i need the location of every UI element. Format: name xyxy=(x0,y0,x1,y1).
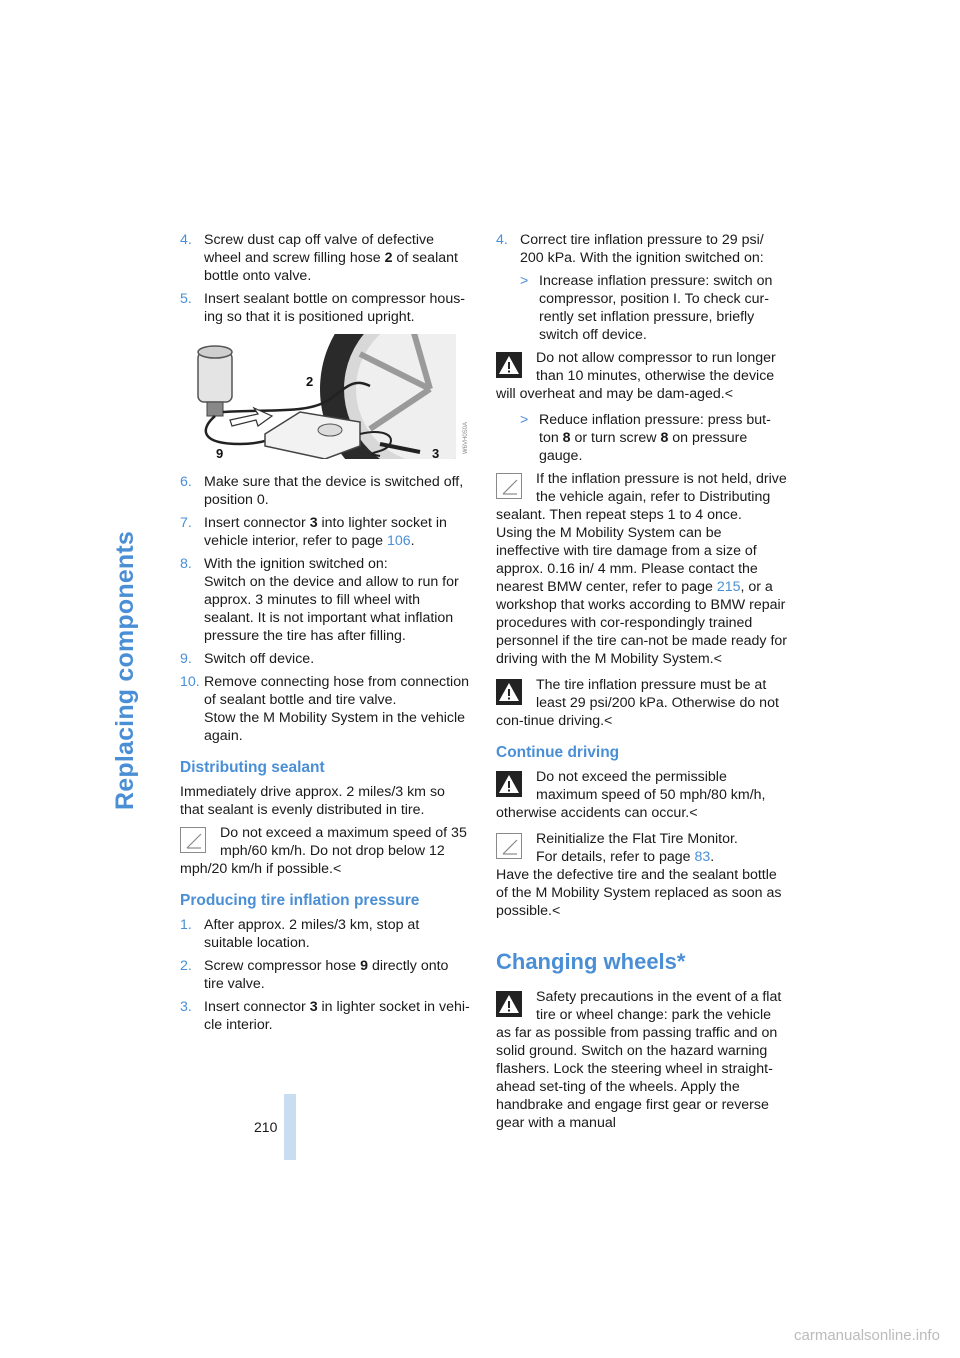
step-text-part: Switch on the device and allow to run for approx. 3 minutes to fill wheel with sealant. It is not important what inflation pressure the tire has after filling. xyxy=(204,574,459,644)
step-text-part: Insert connector xyxy=(204,515,310,531)
sub-reduce-pressure xyxy=(520,411,788,465)
step-text-part: in lighter socket in vehi-cle interior. xyxy=(204,999,470,1033)
step-text-part: With the ignition switched on: xyxy=(204,556,388,572)
distributing-text: Immediately drive approx. 2 miles/3 km so that sealant is evenly distributed in tire. xyxy=(180,784,445,818)
step-6 xyxy=(180,473,472,509)
step-4 xyxy=(180,231,472,285)
page-edge-bar xyxy=(284,1094,296,1160)
warning-max-speed xyxy=(496,768,788,822)
page-link-106[interactable]: 106 xyxy=(386,533,411,549)
step-text-part: Remove connecting hose from connection of sealant bottle and tire valve. xyxy=(204,674,469,708)
step-text: Insert sealant bottle on compressor hous-ing so that it is positioned upright. xyxy=(204,291,466,325)
sub-text-part: on pressure gauge. xyxy=(539,430,748,464)
step-number: 7. xyxy=(180,515,192,531)
note-text: Reinitialize the Flat Tire Monitor. xyxy=(536,831,738,847)
warning-text: Do not allow compressor to run longer than 10 minutes, otherwise the device will overheat and may be dam-aged.< xyxy=(496,350,776,402)
step-number: 6. xyxy=(180,474,192,490)
bullet-arrow: > xyxy=(520,273,529,289)
step-number: 3. xyxy=(180,999,192,1015)
step-number: 4. xyxy=(180,232,192,248)
note-text-part: Have the defective tire and the sealant bottle of the M Mobility System replaced as soon as possible.< xyxy=(496,867,782,919)
step-number: 5. xyxy=(180,291,192,307)
warning-text: The tire inflation pressure must be at least 29 psi/200 kPa. Otherwise do not con-tinue driving.< xyxy=(496,677,779,729)
part-number-label: 3 xyxy=(309,999,318,1015)
part-number-label: 8 xyxy=(660,430,669,446)
producing-step-2 xyxy=(180,957,472,993)
watermark: carmanualsonline.info xyxy=(794,1327,940,1344)
heading-continue-driving: Continue driving xyxy=(496,744,620,761)
note-text-part: . xyxy=(710,849,715,865)
step-number: 1. xyxy=(180,917,192,933)
figure-label-9: 9 xyxy=(216,446,224,459)
figure-label-3: 3 xyxy=(432,446,440,459)
step-text-part: . xyxy=(410,533,415,549)
step-number: 8. xyxy=(180,556,192,572)
left-column xyxy=(180,231,472,1039)
note-text-part: Using the M Mobility System can be ineffective with tire damage from a size of approx. 0.16 in/ 4 mm. Please contact the nearest BMW center, refer to page xyxy=(496,525,758,595)
sub-text xyxy=(539,411,788,465)
part-number-label: 9 xyxy=(360,958,369,974)
step-text-part: Stow the M Mobility System in the vehicle again. xyxy=(204,710,465,744)
step-text-part: Insert connector xyxy=(204,999,310,1015)
step-7 xyxy=(180,514,472,550)
note-text: If the inflation pressure is not held, drive the vehicle again, refer to Distributing sealant. Then repeat steps 1 to 4 once. xyxy=(496,471,787,523)
side-section-title xyxy=(104,520,154,810)
note-flat-tire-monitor xyxy=(496,830,788,920)
warning-text: Do not exceed the permissible maximum speed of 50 mph/80 km/h, otherwise accidents can occur.< xyxy=(496,769,766,821)
note-icon xyxy=(496,833,522,859)
heading-distributing-sealant: Distributing sealant xyxy=(180,759,325,776)
step-text xyxy=(204,231,472,285)
step-number: 10. xyxy=(180,674,200,690)
bullet-arrow: > xyxy=(520,412,529,428)
heading-changing-wheels: Changing wheels* xyxy=(496,949,686,974)
side-section-title-text: Replacing components xyxy=(111,530,139,810)
figure-label-2: 2 xyxy=(306,374,314,389)
note-icon xyxy=(180,827,206,853)
warning-icon xyxy=(496,991,522,1017)
step-text-part: Screw compressor hose xyxy=(204,958,361,974)
compressor-shape xyxy=(265,412,360,459)
step-text xyxy=(204,673,472,745)
page-link-215[interactable]: 215 xyxy=(716,579,741,595)
note-text-part: For details, refer to page xyxy=(536,849,695,865)
step-10 xyxy=(180,673,472,745)
page-number: 210 xyxy=(254,1119,278,1135)
sub-text-part: Reduce inflation pressure: press but-ton xyxy=(539,412,771,446)
step-number: 4. xyxy=(496,232,508,248)
warning-icon xyxy=(496,679,522,705)
part-number-label: 2 xyxy=(384,250,393,266)
step-8 xyxy=(180,555,472,645)
producing-step-3 xyxy=(180,998,472,1034)
warning-compressor-runtime xyxy=(496,349,788,403)
step-text: After approx. 2 miles/3 km, stop at suitable location. xyxy=(204,917,420,951)
step-text xyxy=(204,514,472,550)
heading-producing-pressure: Producing tire inflation pressure xyxy=(180,892,420,909)
warning-icon xyxy=(496,771,522,797)
producing-step-1 xyxy=(180,916,472,952)
step-9 xyxy=(180,650,472,668)
step-text-part: of sealant bottle onto valve. xyxy=(204,250,458,284)
sub-text-part: or turn screw xyxy=(570,430,661,446)
part-number-label: 3 xyxy=(309,515,318,531)
step-text-part: directly onto tire valve. xyxy=(204,958,449,992)
step-text xyxy=(204,555,472,645)
step-text xyxy=(204,998,472,1034)
step-text-part: into lighter socket in vehicle interior, refer to page xyxy=(204,515,447,549)
sealant-compressor-figure xyxy=(180,334,472,459)
sub-text: Increase inflation pressure: switch on compressor, position I. To check cur-rently set inflation pressure, briefly switch off device. xyxy=(539,273,773,343)
warning-safety-precautions xyxy=(496,988,788,1132)
note-pressure-not-held xyxy=(496,470,788,668)
note-icon xyxy=(496,473,522,499)
step-text xyxy=(204,957,472,993)
sub-increase-pressure xyxy=(520,272,788,344)
step-5 xyxy=(180,290,472,326)
step-number: 2. xyxy=(180,958,192,974)
note-text-part: , or a workshop that works according to BMW repair procedures with cor-respondingly trained personnel if the tire can-not be made ready for driving with the M Mobility System.< xyxy=(496,579,788,667)
warning-icon xyxy=(496,352,522,378)
producing-step-4 xyxy=(496,231,788,267)
figure-code: W6VH0S0A xyxy=(463,421,469,454)
step-text: Make sure that the device is switched off, position 0. xyxy=(204,474,464,508)
note-text: Do not exceed a maximum speed of 35 mph/60 km/h. Do not drop below 12 mph/20 km/h if possible.< xyxy=(180,825,467,877)
step-text-part: Screw dust cap off valve of defective wheel and screw filling hose xyxy=(204,232,435,266)
step-number: 9. xyxy=(180,651,192,667)
step-text: Switch off device. xyxy=(204,651,315,667)
sealant-bottle-shape xyxy=(198,352,232,402)
note-speed-limit xyxy=(180,824,472,878)
part-number-label: 8 xyxy=(562,430,571,446)
warning-minimum-pressure xyxy=(496,676,788,730)
warning-text: Safety precautions in the event of a flat tire or wheel change: park the vehicle as far as possible from passing traffic and on solid ground. Switch on the hazard warning flashers. Lock the steering wheel in straight-ahead set-ting of the wheels. Apply the handbrake and engage first gear or reverse gear with a manual xyxy=(496,989,782,1131)
page-link-83[interactable]: 83 xyxy=(694,849,711,865)
step-text: Correct tire inflation pressure to 29 psi/ 200 kPa. With the ignition switched on: xyxy=(520,232,764,266)
compressor-illustration xyxy=(180,334,472,459)
right-column xyxy=(496,231,788,1140)
